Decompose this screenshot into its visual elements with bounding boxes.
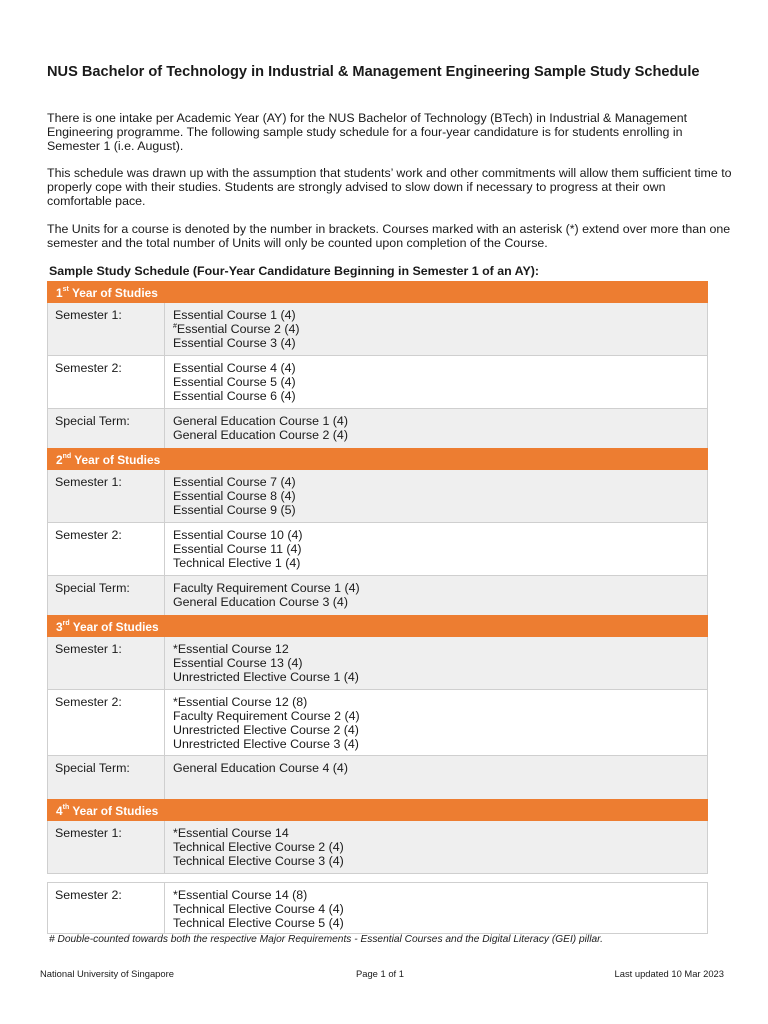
course-item: Essential Course 7 (4): [173, 475, 296, 489]
year-4-header: [47, 799, 708, 821]
course-item: *Essential Course 12 (8): [173, 695, 308, 709]
footer-page-number: Page 1 of 1: [356, 968, 404, 979]
term-label: Semester 1:: [48, 303, 165, 355]
year-label: Year of Studies: [68, 286, 158, 300]
course-item: *Essential Course 14: [173, 826, 289, 840]
year-2-header: [47, 448, 708, 470]
footnote: # Double-counted towards both the respective Major Requirements - Essential Courses and the Digital Literacy (GEI) pillar.: [49, 934, 603, 945]
year-number: 2: [56, 453, 63, 467]
table-row: [47, 522, 708, 575]
course-item: Unrestricted Elective Course 3 (4): [173, 737, 359, 751]
course-item: Essential Course 11 (4): [173, 542, 302, 556]
term-label: Semester 2:: [48, 356, 165, 408]
footer-institution: National University of Singapore: [40, 968, 174, 979]
table-row: [47, 408, 708, 448]
course-item: Unrestricted Elective Course 1 (4): [173, 670, 359, 684]
term-label: Semester 2:: [48, 690, 165, 755]
course-item: *Essential Course 12: [173, 642, 289, 656]
intro-paragraph: There is one intake per Academic Year (AY) for the NUS Bachelor of Technology (BTech) in Industrial & Management Engineering programme. The following sample study schedule for a four-year candidature is for students enrolling in Semester 1 (i.e. August).: [47, 111, 688, 153]
year-label: Year of Studies: [69, 620, 159, 634]
term-label: Semester 1:: [48, 637, 165, 689]
course-item: Essential Course 5 (4): [173, 375, 296, 389]
year-3-header: [47, 615, 708, 637]
document-title: NUS Bachelor of Technology in Industrial & Management Engineering Sample Study Schedule: [47, 64, 700, 80]
course-list: [165, 523, 302, 575]
course-item: Essential Course 1 (4): [173, 308, 296, 322]
course-item: General Education Course 3 (4): [173, 595, 348, 609]
year-number: 4: [56, 804, 63, 818]
course-item: Essential Course 3 (4): [173, 336, 296, 350]
table-row: [47, 755, 708, 799]
year-ordinal-suffix: st: [62, 286, 69, 294]
year-label: Year of Studies: [69, 804, 159, 818]
table-row: [47, 637, 708, 689]
study-schedule-table-continued: [47, 882, 708, 934]
term-label: Semester 2:: [48, 523, 165, 575]
table-row: [47, 689, 708, 755]
table-row: [47, 303, 708, 355]
term-label: Special Term:: [48, 756, 165, 799]
table-row: [47, 575, 708, 615]
year-number: 1: [56, 286, 63, 300]
course-item: Essential Course 9 (5): [173, 503, 296, 517]
footer-last-updated: Last updated 10 Mar 2023: [614, 968, 724, 979]
hash-mark: #: [173, 322, 177, 330]
course-item: Technical Elective Course 2 (4): [173, 840, 344, 854]
term-label: Semester 1:: [48, 821, 165, 873]
course-item: Technical Elective 1 (4): [173, 556, 301, 570]
term-label: Semester 2:: [48, 883, 165, 933]
table-row: [47, 355, 708, 408]
course-list: [165, 883, 344, 933]
course-item: *Essential Course 14 (8): [173, 888, 308, 902]
term-label: Special Term:: [48, 576, 165, 615]
course-list: [165, 303, 300, 355]
course-item: Essential Course 6 (4): [173, 389, 296, 403]
course-item: Technical Elective Course 4 (4): [173, 902, 344, 916]
course-item: Essential Course 4 (4): [173, 361, 296, 375]
assumption-paragraph: This schedule was drawn up with the assumption that students’ work and other commitments will allow them sufficient time to properly cope with their studies. Students are strongly advised to slow down if necessary to progress at their own comfortable pace.: [47, 166, 732, 208]
table-row: [47, 882, 708, 934]
year-ordinal-suffix: nd: [62, 453, 72, 461]
year-ordinal-suffix: rd: [62, 620, 70, 628]
course-item: Technical Elective Course 3 (4): [173, 854, 344, 868]
course-item: Faculty Requirement Course 1 (4): [173, 581, 360, 595]
course-item: Technical Elective Course 5 (4): [173, 916, 344, 930]
course-item: Essential Course 10 (4): [173, 528, 303, 542]
year-ordinal-suffix: th: [62, 804, 70, 812]
year-number: 3: [56, 620, 63, 634]
term-label: Semester 1:: [48, 470, 165, 522]
course-item: Unrestricted Elective Course 2 (4): [173, 723, 359, 737]
table-row: [47, 821, 708, 873]
year-1-header: [47, 281, 708, 303]
table-row: [47, 470, 708, 522]
study-schedule-table: [47, 281, 708, 874]
course-item: General Education Course 1 (4): [173, 414, 348, 428]
term-label: Special Term:: [48, 409, 165, 448]
course-item: Essential Course 13 (4): [173, 656, 303, 670]
course-list: [165, 409, 348, 448]
course-item: Faculty Requirement Course 2 (4): [173, 709, 360, 723]
units-paragraph: The Units for a course is denoted by the number in brackets. Courses marked with an asterisk (*) extend over more than one semester and the total number of Units will only be counted upon completion of the Course.: [47, 222, 731, 250]
course-list: [165, 637, 359, 689]
course-list: [165, 690, 360, 755]
course-item: #Essential Course 2 (4): [173, 322, 300, 336]
table-caption: Sample Study Schedule (Four-Year Candidature Beginning in Semester 1 of an AY):: [49, 264, 539, 278]
course-list: [165, 756, 348, 799]
course-list: [165, 356, 296, 408]
course-list: [165, 470, 296, 522]
course-item: General Education Course 2 (4): [173, 428, 348, 442]
course-item: General Education Course 4 (4): [173, 761, 348, 775]
course-list: [165, 821, 344, 873]
course-list: [165, 576, 360, 615]
course-item: Essential Course 8 (4): [173, 489, 296, 503]
year-label: Year of Studies: [71, 453, 161, 467]
